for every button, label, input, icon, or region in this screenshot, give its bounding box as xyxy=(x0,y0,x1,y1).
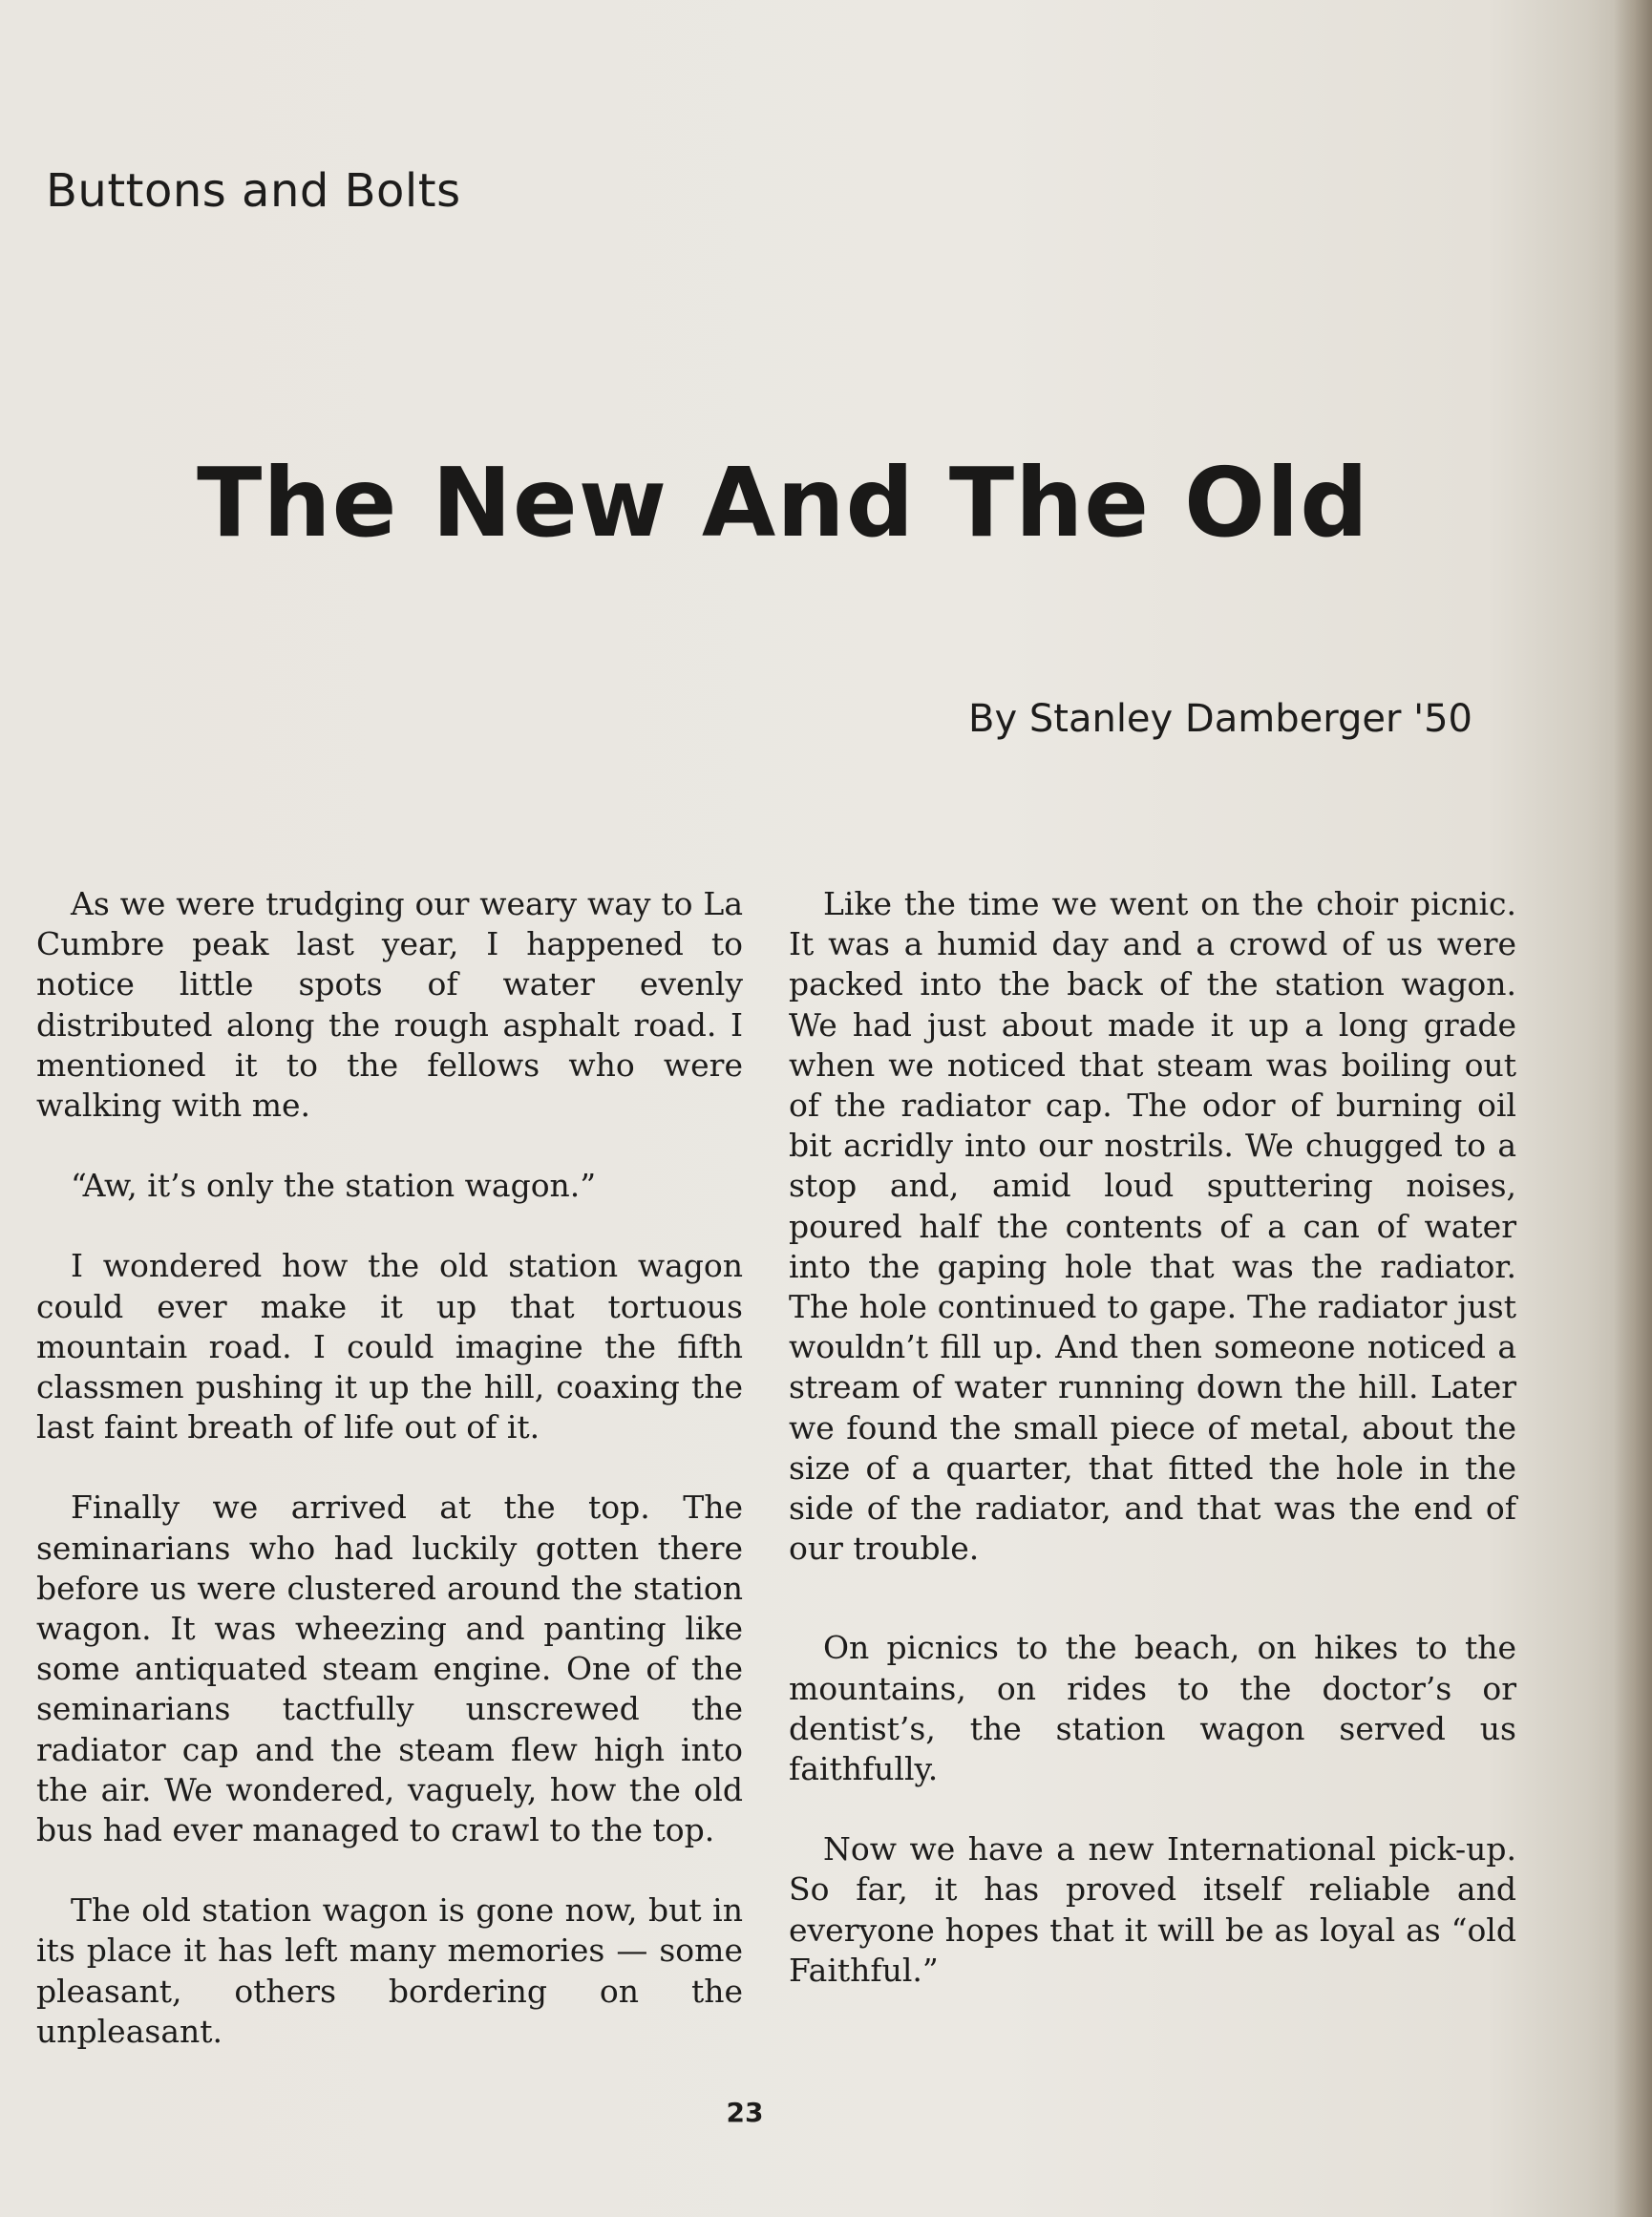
article-byline: By Stanley Damberger '50 xyxy=(968,697,1472,741)
paragraph: Now we have a new International pick-up. So far, it has proved itself reliable and everyone hopes that it will be as loyal as “old Faithful.” xyxy=(789,1830,1516,1989)
paragraph: Like the time we went on the choir picnic. It was a humid day and a crowd of us were packed into the back of the station wagon. We had just about made it up a long grade when we noticed that steam was boiling out of the radiator cap. The odor of burning oil bit acridly into our nostrils. We chugged to a stop and, amid loud sputtering noises, poured half the contents of a can of water into the gaping hole that was the radiator. The hole continued to gape. The radiator just wouldn’t fill up. And then someone noticed a stream of water running down the hill. Later we found the small piece of metal, about the size of a quarter, that fitted the hole in the side of the radiator, and that was the end of our trouble. xyxy=(789,885,1516,1568)
binding-edge xyxy=(1614,0,1652,2217)
paragraph: The old station wagon is gone now, but in its place it has left many memories — some pleasant, others bordering on the unpleasant. xyxy=(36,1891,743,2050)
paragraph: “Aw, it’s only the station wagon.” xyxy=(71,1167,597,1205)
left-column xyxy=(36,884,743,2092)
paragraph: Finally we arrived at the top. The seminarians who had luckily gotten there before us were clustered around the station wagon. It was wheezing and panting like some antiquated steam engine. One of the seminarians tactfully unscrewed the radiator cap and the steam flew high into the air. We wondered, vaguely, how the old bus had ever managed to crawl to the top. xyxy=(36,1489,743,1849)
page-number: 23 xyxy=(726,2097,764,2128)
section-heading: Buttons and Bolts xyxy=(46,164,461,218)
paragraph: On picnics to the beach, on hikes to the mountains, on rides to the doctor’s or dentist’s, the station wagon served us faithfully. xyxy=(789,1629,1516,1788)
paragraph: As we were trudging our weary way to La Cumbre peak last year, I happened to notice little spots of water evenly distributed along the rough asphalt road. I mentioned it to the fellows who were walking with me. xyxy=(36,885,743,1125)
article-title: The New And The Old xyxy=(197,447,1369,559)
paragraph: I wondered how the old station wagon could ever make it up that tortuous mountain road. I could imagine the fifth classmen pushing it up the hill, coaxing the last faint breath of life out of it. xyxy=(36,1247,743,1446)
right-column xyxy=(789,884,1516,2031)
